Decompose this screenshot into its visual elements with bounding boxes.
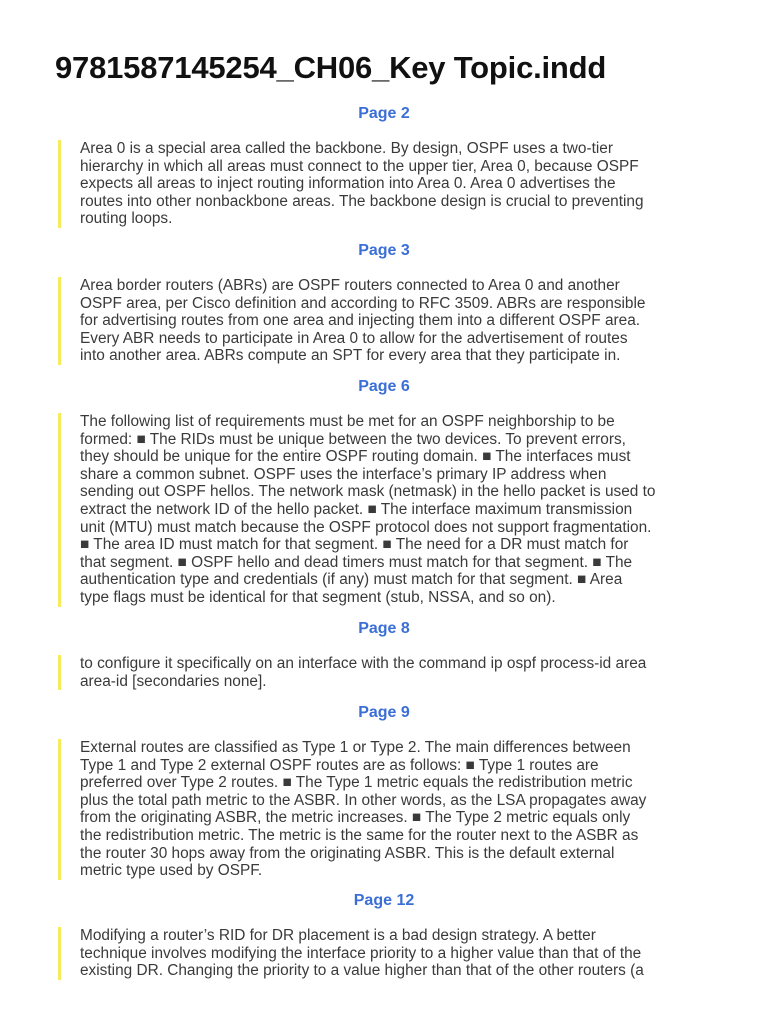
highlight-text: Area 0 is a special area called the backbone. By design, OSPF uses a two-tier hierarchy in which all areas must connect to the upper tier, Area 0, because OSPF expects all areas to inject routing information into Area 0. Area 0 advertises the routes into other nonbackbone areas. The backbone design is crucial to preventing routing loops. <box>58 140 714 228</box>
annotation-section-page-9 <box>0 703 768 880</box>
page-number-link[interactable]: Page 3 <box>358 242 410 259</box>
highlight-text: to configure it specifically on an interface with the command ip ospf process-id area area-id [secondaries none]. <box>58 655 714 690</box>
document-title: 9781587145254_CH06_Key Topic.indd <box>55 50 607 85</box>
highlight-text: Area border routers (ABRs) are OSPF routers connected to Area 0 and another OSPF area, per Cisco definition and according to RFC 3509. ABRs are responsible for advertising routes from one area and injecting them into a different OSPF area. Every ABR needs to participate in Area 0 to allow for the advertisement of routes into another area. ABRs compute an SPT for every area that they participate in. <box>58 277 714 365</box>
page-number-link[interactable]: Page 6 <box>358 378 410 395</box>
annotation-section-page-8 <box>0 619 768 690</box>
highlight-text: The following list of requirements must be met for an OSPF neighborship to be formed: ■ The RIDs must be unique between the two devices. To prevent errors, they should be unique for the entire OSPF routing domain. ■ The interfaces must share a common subnet. OSPF uses the interface’s primary IP address when sending out OSPF hellos. The network mask (netmask) in the hello packet is used to extract the network ID of the hello packet. ■ The interface maximum transmission unit (MTU) must match because the OSPF protocol does not support fragmentation. ■ The area ID must match for that segment. ■ The need for a DR must match for that segment. ■ OSPF hello and dead timers must match for that segment. ■ The authentication type and credentials (if any) must match for that segment. ■ Area type flags must be identical for that segment (stub, NSSA, and so on). <box>58 413 714 607</box>
page-number-link[interactable]: Page 8 <box>358 620 410 637</box>
annotation-section-page-6 <box>0 377 768 607</box>
highlight-text: Modifying a router’s RID for DR placement is a bad design strategy. A better technique involves modifying the interface priority to a higher value than that of the existing DR. Changing the priority to a value higher than that of the other routers (a <box>58 927 714 980</box>
highlight-text: External routes are classified as Type 1 or Type 2. The main differences between Type 1 and Type 2 external OSPF routes are as follows: ■ Type 1 routes are preferred over Type 2 routes. ■ The Type 1 metric equals the redistribution metric plus the total path metric to the ASBR. In other words, as the LSA propagates away from the originating ASBR, the metric increases. ■ The Type 2 metric equals only the redistribution metric. The metric is the same for the router next to the ASBR as the router 30 hops away from the originating ASBR. This is the default external metric type used by OSPF. <box>58 739 714 880</box>
page-number-link[interactable]: Page 2 <box>358 105 410 122</box>
annotation-section-page-12 <box>0 891 768 980</box>
page-number-link[interactable]: Page 9 <box>358 704 410 721</box>
annotation-section-page-2 <box>0 104 768 228</box>
annotation-section-page-3 <box>0 241 768 365</box>
page-number-link[interactable]: Page 12 <box>353 892 415 909</box>
